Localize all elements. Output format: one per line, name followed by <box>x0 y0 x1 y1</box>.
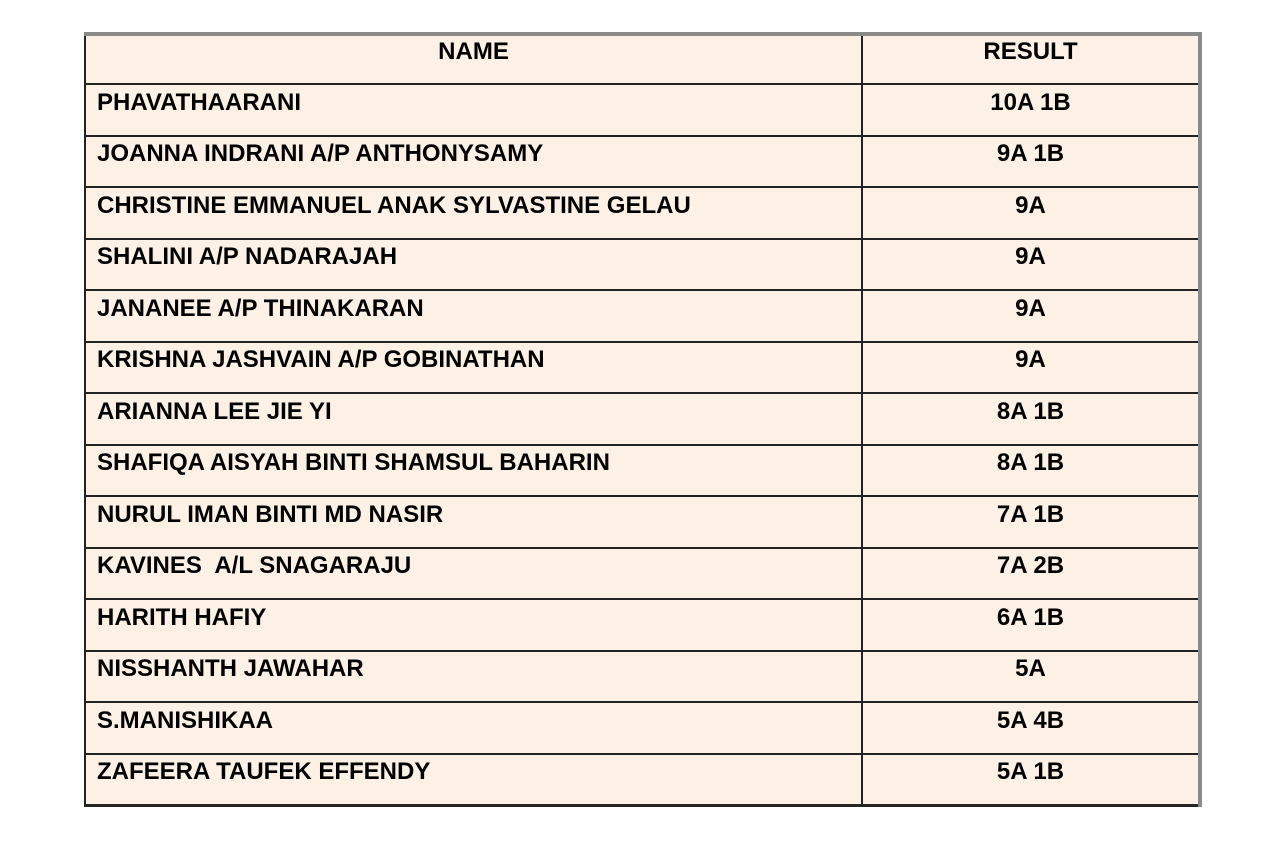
table-row <box>85 187 1200 239</box>
column-header-result: RESULT <box>862 34 1200 84</box>
column-header-name: NAME <box>85 34 862 84</box>
name-cell: ZAFEERA TAUFEK EFFENDY <box>85 754 862 806</box>
name-cell: KRISHNA JASHVAIN A/P GOBINATHAN <box>85 342 862 394</box>
result-cell: 7A 2B <box>862 548 1200 600</box>
table-row <box>85 702 1200 754</box>
result-cell: 5A 4B <box>862 702 1200 754</box>
result-cell: 5A 1B <box>862 754 1200 806</box>
table-row <box>85 651 1200 703</box>
table-row <box>85 84 1200 136</box>
name-cell: PHAVATHAARANI <box>85 84 862 136</box>
table-row <box>85 136 1200 188</box>
table-row <box>85 599 1200 651</box>
table-row <box>85 393 1200 445</box>
result-cell: 5A <box>862 651 1200 703</box>
result-cell: 8A 1B <box>862 393 1200 445</box>
name-cell: NISSHANTH JAWAHAR <box>85 651 862 703</box>
name-cell: S.MANISHIKAA <box>85 702 862 754</box>
name-cell: NURUL IMAN BINTI MD NASIR <box>85 496 862 548</box>
name-cell: JANANEE A/P THINAKARAN <box>85 290 862 342</box>
result-cell: 9A <box>862 342 1200 394</box>
table-row <box>85 445 1200 497</box>
results-table <box>84 32 1202 807</box>
name-cell: SHALINI A/P NADARAJAH <box>85 239 862 291</box>
table-row <box>85 342 1200 394</box>
table-row <box>85 548 1200 600</box>
result-cell: 9A 1B <box>862 136 1200 188</box>
name-cell: SHAFIQA AISYAH BINTI SHAMSUL BAHARIN <box>85 445 862 497</box>
result-cell: 9A <box>862 187 1200 239</box>
table-row <box>85 239 1200 291</box>
name-cell: ARIANNA LEE JIE YI <box>85 393 862 445</box>
name-cell: KAVINES A/L SNAGARAJU <box>85 548 862 600</box>
table-row <box>85 496 1200 548</box>
name-cell: CHRISTINE EMMANUEL ANAK SYLVASTINE GELAU <box>85 187 862 239</box>
table-row <box>85 754 1200 806</box>
result-cell: 9A <box>862 239 1200 291</box>
result-cell: 10A 1B <box>862 84 1200 136</box>
result-cell: 7A 1B <box>862 496 1200 548</box>
result-cell: 6A 1B <box>862 599 1200 651</box>
results-table-body <box>85 84 1200 805</box>
header-row <box>85 34 1200 84</box>
table-row <box>85 290 1200 342</box>
result-cell: 8A 1B <box>862 445 1200 497</box>
name-cell: JOANNA INDRANI A/P ANTHONYSAMY <box>85 136 862 188</box>
name-cell: HARITH HAFIY <box>85 599 862 651</box>
result-cell: 9A <box>862 290 1200 342</box>
table-header <box>85 34 1200 84</box>
